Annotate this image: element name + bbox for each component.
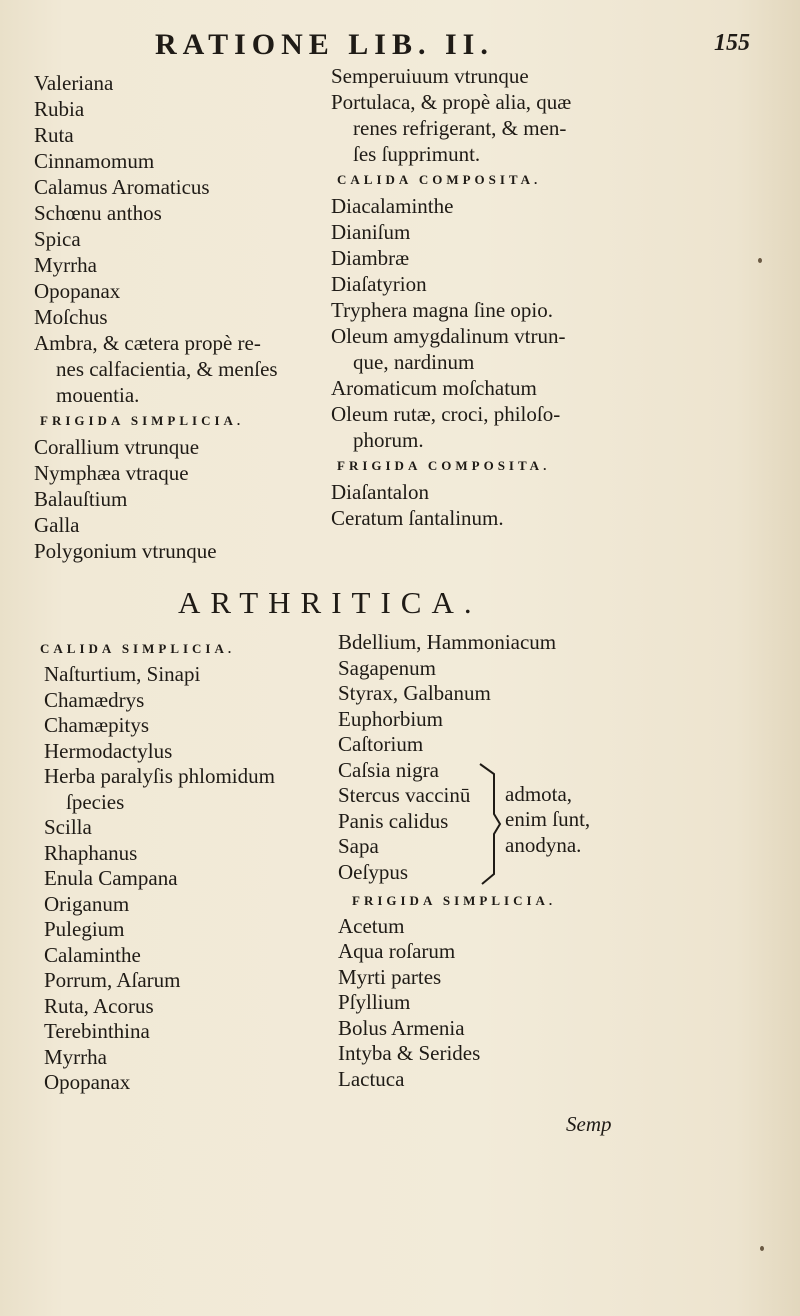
section-heading: CALIDA COMPOSITA. — [337, 172, 542, 187]
text-line: anodyna. — [505, 832, 582, 857]
text-line: Enula Campana — [44, 866, 178, 890]
text-line: Porrum, Aſarum — [44, 968, 181, 992]
text-line: Balauſtium — [34, 487, 128, 511]
text-line: Nymphæa vtraque — [34, 461, 189, 485]
text-line: Naſturtium, Sinapi — [44, 662, 201, 686]
text-line: renes refrigerant, & men- — [353, 116, 567, 140]
section-title: ARTHRITICA. — [178, 585, 482, 620]
brace-icon — [476, 762, 502, 886]
text-line: Moſchus — [34, 305, 108, 329]
text-line: Valeriana — [34, 71, 114, 95]
text-line: Intyba & Serides — [338, 1041, 481, 1065]
text-line: Diaſantalon — [331, 480, 429, 504]
bracket-items — [338, 758, 470, 886]
text-line: ſes ſupprimunt. — [353, 142, 481, 166]
text-line: phorum. — [353, 428, 424, 452]
text-line: Diacalaminthe — [331, 194, 454, 218]
text-line: que, nardinum — [353, 350, 475, 374]
text-line: Ruta — [34, 123, 74, 147]
text-line: Origanum — [44, 891, 130, 916]
text-line: Panis calidus — [338, 808, 449, 833]
text-line: Calaminthe — [44, 942, 141, 967]
text-line: admota, — [505, 781, 573, 806]
text-line: Diaſatyrion — [331, 272, 427, 296]
text-line: Lactuca — [338, 1066, 405, 1091]
top-left-column — [34, 70, 329, 564]
page-number: 155 — [714, 30, 750, 56]
text-line: Galla — [34, 513, 80, 537]
text-line: Hermodactylus — [44, 738, 173, 763]
text-line: Dianiſum — [331, 220, 411, 244]
text-line: Schœnu anthos — [34, 201, 162, 225]
text-line: Opopanax — [44, 1070, 131, 1094]
text-line: Ceratum ſantalinum. — [331, 506, 504, 530]
text-line: Diambræ — [331, 246, 410, 270]
text-line: Oeſypus — [338, 859, 408, 884]
catchword: Semp — [566, 1112, 612, 1136]
section-heading: FRIGIDA SIMPLICIA. — [352, 892, 557, 908]
text-line: Oleum amygdalinum vtrun- — [331, 324, 566, 348]
top-right-column — [331, 63, 771, 531]
text-line: Caſtorium — [338, 732, 424, 756]
section-heading: CALIDA SIMPLICIA. — [40, 641, 236, 656]
text-line: Aqua roſarum — [338, 939, 456, 963]
text-line: Sagapenum — [338, 655, 436, 680]
text-line: Semperuiuum vtrunque — [331, 64, 529, 88]
text-line: Acetum — [338, 913, 405, 938]
text-line: Bdellium, Hammoniacum — [338, 630, 557, 654]
ink-speck — [760, 1246, 764, 1251]
text-line: Tryphera magna ſine opio. — [331, 298, 554, 322]
bottom-right-column — [338, 630, 778, 1092]
text-line: Terebinthina — [44, 1019, 150, 1043]
text-line: Pſyllium — [338, 990, 411, 1014]
text-line: nes calfacientia, & menſes — [56, 357, 278, 381]
text-line: Opopanax — [34, 279, 121, 303]
text-line: Rhaphanus — [44, 840, 138, 865]
text-line: Euphorbium — [338, 706, 443, 731]
text-line: Caſsia nigra — [338, 757, 439, 782]
text-line: Styrax, Galbanum — [338, 681, 491, 705]
text-line: ſpecies — [66, 789, 125, 814]
text-line: Bolus Armenia — [338, 1015, 465, 1040]
text-line: Stercus vaccinū — [338, 783, 471, 807]
text-line: enim ſunt, — [505, 807, 591, 831]
text-line: Myrti partes — [338, 964, 442, 989]
text-line: Scilla — [44, 815, 92, 839]
text-line: Spica — [34, 227, 81, 251]
text-line: Myrrha — [34, 253, 97, 277]
text-line: Portulaca, & propè alia, quæ — [331, 90, 572, 114]
text-line: Sapa — [338, 834, 379, 858]
bracketed-group — [338, 758, 778, 888]
text-line: Herba paralyſis phlomidum — [44, 764, 275, 788]
running-head: RATIONE LIB. II. — [155, 28, 494, 61]
text-line: Ambra, & cætera propè re- — [34, 331, 261, 355]
text-line: Aromaticum moſchatum — [331, 376, 537, 400]
text-line: Polygonium vtrunque — [34, 539, 217, 563]
text-line: Cinnamomum — [34, 149, 155, 173]
bottom-left-column — [40, 636, 334, 1096]
ink-speck — [758, 258, 762, 263]
text-line: Myrrha — [44, 1044, 107, 1069]
section-heading: FRIGIDA SIMPLICIA. — [40, 413, 245, 428]
text-line: Rubia — [34, 97, 85, 121]
text-line: Calamus Aromaticus — [34, 175, 210, 199]
text-line: Oleum rutæ, croci, philoſo- — [331, 402, 561, 426]
section-heading: FRIGIDA COMPOSITA. — [337, 458, 551, 473]
text-line: Ruta, Acorus — [44, 993, 154, 1018]
bracket-notes — [505, 782, 590, 859]
text-line: Corallium vtrunque — [34, 435, 200, 459]
text-line: Pulegium — [44, 917, 125, 941]
page-header — [0, 28, 800, 68]
text-line: mouentia. — [56, 383, 140, 407]
text-line: Chamæpitys — [44, 713, 150, 737]
text-line: Chamædrys — [44, 687, 145, 712]
